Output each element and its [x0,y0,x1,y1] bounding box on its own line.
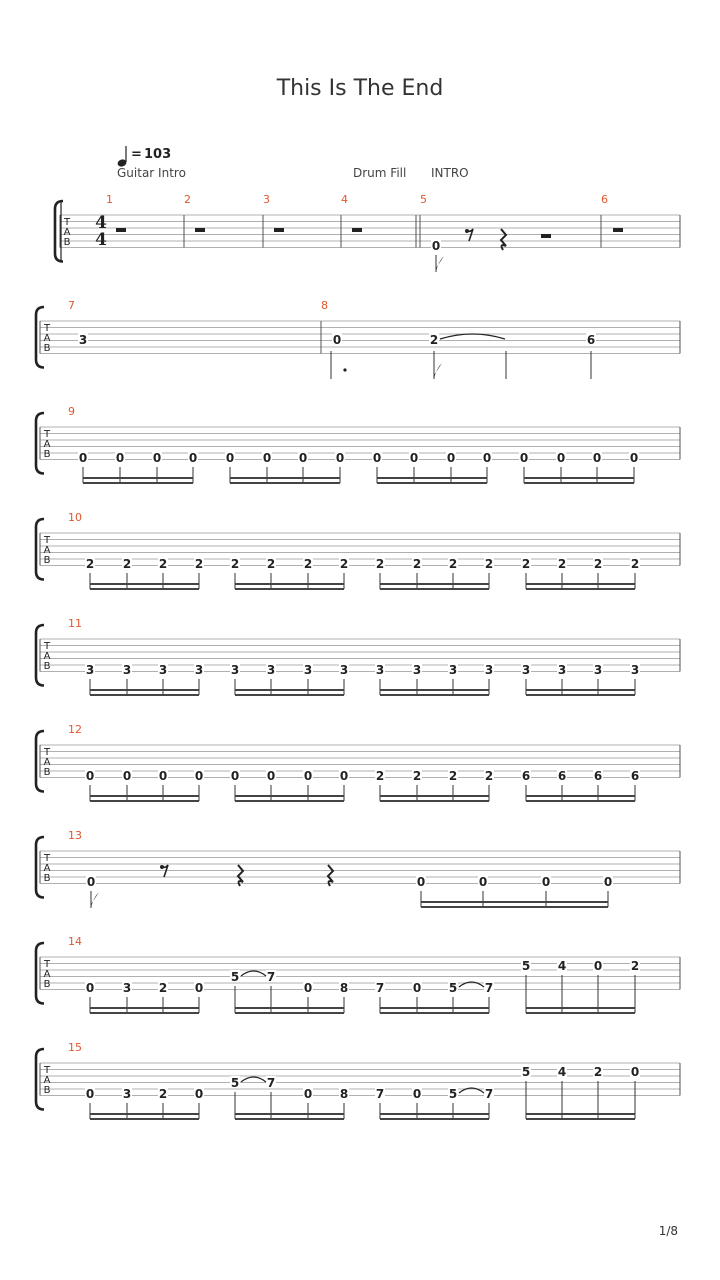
tab-clef-t: T [43,429,51,440]
fret-number: 0 [225,451,235,465]
fret-number: 2 [630,557,640,571]
tab-clef-t: T [43,323,51,334]
fret-number: 5 [230,1076,240,1090]
fret-number: 0 [85,981,95,995]
fret-number: 8 [339,1087,349,1101]
fret-number: 0 [152,451,162,465]
fret-number: 2 [630,959,640,973]
tab-clef-a: A [63,227,71,238]
staff-system [36,723,680,801]
measure-number: 13 [68,829,82,842]
fret-number: 2 [448,769,458,783]
fret-number: 3 [375,663,385,677]
tempo-bpm: 103 [144,147,172,162]
fret-number: 0 [303,981,313,995]
note-flag [91,892,99,908]
marker-drum-fill: Drum Fill [353,166,407,180]
fret-number: 0 [593,959,603,973]
fret-number: 0 [78,451,88,465]
tab-clef-b: B [43,1085,51,1096]
fret-number: 6 [630,769,640,783]
fret-number: 0 [431,239,441,253]
measure-number: 15 [68,1041,82,1054]
fret-number: 0 [412,1087,422,1101]
tempo-marking [117,146,172,168]
tie-arc [440,334,505,339]
rest-icon [541,234,551,238]
fret-number: 0 [416,875,426,889]
fret-number: 2 [85,557,95,571]
fret-number: 0 [629,451,639,465]
fret-number: 5 [448,1087,458,1101]
fret-number: 0 [592,451,602,465]
tab-clef-t: T [43,959,51,970]
tab-clef-a: A [43,333,51,344]
measure-number: 1 [106,193,113,206]
fret-number: 6 [557,769,567,783]
tab-clef-a: A [43,863,51,874]
measure-number: 11 [68,617,82,630]
fret-number: 0 [519,451,529,465]
fret-number: 7 [484,981,494,995]
fret-number: 2 [158,557,168,571]
fret-number: 0 [85,769,95,783]
fret-number: 7 [375,1087,385,1101]
fret-number: 2 [412,769,422,783]
fret-number: 2 [230,557,240,571]
fret-number: 4 [557,959,567,973]
tab-clef-b: B [43,661,51,672]
fret-number: 2 [557,557,567,571]
fret-number: 0 [86,875,96,889]
tab-clef-t: T [43,747,51,758]
fret-number: 0 [158,769,168,783]
measure-number: 14 [68,935,82,948]
marker-guitar-intro: Guitar Intro [117,166,186,180]
fret-number: 3 [484,663,494,677]
staff-system [36,405,680,483]
measure-number: 4 [341,193,348,206]
fret-number: 6 [521,769,531,783]
tab-clef-b: B [63,237,71,248]
tempo-equals: = [131,147,142,162]
tab-clef-a: A [43,439,51,450]
fret-number: 3 [557,663,567,677]
fret-number: 3 [339,663,349,677]
fret-number: 0 [266,769,276,783]
fret-number: 2 [158,981,168,995]
fret-number: 0 [603,875,613,889]
fret-number: 0 [194,769,204,783]
fret-number: 0 [298,451,308,465]
tab-clef-b: B [43,555,51,566]
fret-number: 7 [266,1076,276,1090]
measure-number: 6 [601,193,608,206]
fret-number: 3 [78,333,88,347]
fret-number: 0 [122,769,132,783]
fret-number: 4 [557,1065,567,1079]
fret-number: 0 [339,769,349,783]
fret-number: 2 [593,557,603,571]
fret-number: 7 [484,1087,494,1101]
fret-number: 2 [375,769,385,783]
fret-number: 3 [230,663,240,677]
fret-number: 6 [593,769,603,783]
fret-number: 0 [482,451,492,465]
fret-number: 2 [448,557,458,571]
fret-number: 3 [593,663,603,677]
fret-number: 2 [303,557,313,571]
staff-system [55,193,680,272]
fret-number: 5 [521,959,531,973]
fret-number: 2 [339,557,349,571]
fret-number: 3 [194,663,204,677]
measure-number: 10 [68,511,82,524]
fret-number: 8 [339,981,349,995]
staff-system [36,617,680,695]
dot-icon [343,368,346,371]
fret-number: 3 [448,663,458,677]
fret-number: 3 [122,981,132,995]
system-bracket [55,201,63,262]
time-signature-bottom: 4 [95,230,107,250]
tab-clef-t: T [43,641,51,652]
fret-number: 2 [484,769,494,783]
tab-clef-a: A [43,651,51,662]
fret-number: 0 [541,875,551,889]
tab-clef-b: B [43,343,51,354]
marker-intro: INTRO [431,166,469,180]
measure-number: 12 [68,723,82,736]
staff-system [36,511,680,589]
fret-number: 3 [412,663,422,677]
staff-system [36,935,680,1013]
tab-clef-b: B [43,449,51,460]
fret-number: 5 [448,981,458,995]
fret-number: 2 [375,557,385,571]
tab-clef-a: A [43,969,51,980]
fret-number: 2 [412,557,422,571]
fret-number: 2 [266,557,276,571]
fret-number: 2 [521,557,531,571]
tab-clef-a: A [43,757,51,768]
quarter-rest-icon [238,865,243,886]
tab-clef-b: B [43,873,51,884]
tie-arc [241,1077,266,1082]
fret-number: 3 [303,663,313,677]
fret-number: 0 [556,451,566,465]
fret-number: 2 [593,1065,603,1079]
tie-arc [241,971,266,976]
song-title: This Is The End [276,76,444,101]
rest-icon [352,228,362,232]
fret-number: 2 [484,557,494,571]
fret-number: 6 [586,333,596,347]
fret-number: 0 [115,451,125,465]
fret-number: 7 [266,970,276,984]
fret-number: 3 [158,663,168,677]
fret-number: 5 [521,1065,531,1079]
measure-number: 2 [184,193,191,206]
tab-clef-a: A [43,1075,51,1086]
note-flag [436,256,444,272]
tab-clef-t: T [63,217,71,228]
fret-number: 3 [122,1087,132,1101]
fret-number: 0 [446,451,456,465]
rest-icon [274,228,284,232]
fret-number: 0 [332,333,342,347]
note-flag [434,363,442,379]
fret-number: 0 [303,769,313,783]
fret-number: 3 [85,663,95,677]
fret-number: 0 [412,981,422,995]
fret-number: 2 [122,557,132,571]
tab-clef-b: B [43,979,51,990]
fret-number: 2 [429,333,439,347]
measure-number: 3 [263,193,270,206]
rest-icon [195,228,205,232]
tab-clef-t: T [43,535,51,546]
tab-clef-b: B [43,767,51,778]
quarter-rest-icon [328,865,333,886]
measure-number: 7 [68,299,75,312]
fret-number: 2 [194,557,204,571]
fret-number: 0 [335,451,345,465]
page-number: 1/8 [658,1224,678,1238]
time-signature-top: 4 [95,213,107,233]
staff-system [36,829,680,908]
fret-number: 0 [409,451,419,465]
rest-icon [613,228,623,232]
fret-number: 2 [158,1087,168,1101]
fret-number: 3 [122,663,132,677]
fret-number: 0 [230,769,240,783]
fret-number: 3 [266,663,276,677]
tab-clef-a: A [43,545,51,556]
fret-number: 3 [630,663,640,677]
fret-number: 3 [521,663,531,677]
fret-number: 0 [188,451,198,465]
measure-number: 8 [321,299,328,312]
fret-number: 0 [262,451,272,465]
staff-system [36,1041,680,1119]
fret-number: 0 [478,875,488,889]
fret-number: 0 [194,981,204,995]
fret-number: 5 [230,970,240,984]
rest-icon [116,228,126,232]
fret-number: 0 [303,1087,313,1101]
fret-number: 0 [85,1087,95,1101]
tab-clef-t: T [43,1065,51,1076]
measure-number: 5 [420,193,427,206]
staff-system [36,299,680,379]
fret-number: 7 [375,981,385,995]
quarter-rest-icon [501,229,506,250]
fret-number: 0 [630,1065,640,1079]
fret-number: 0 [372,451,382,465]
measure-number: 9 [68,405,75,418]
fret-number: 0 [194,1087,204,1101]
tab-clef-t: T [43,853,51,864]
